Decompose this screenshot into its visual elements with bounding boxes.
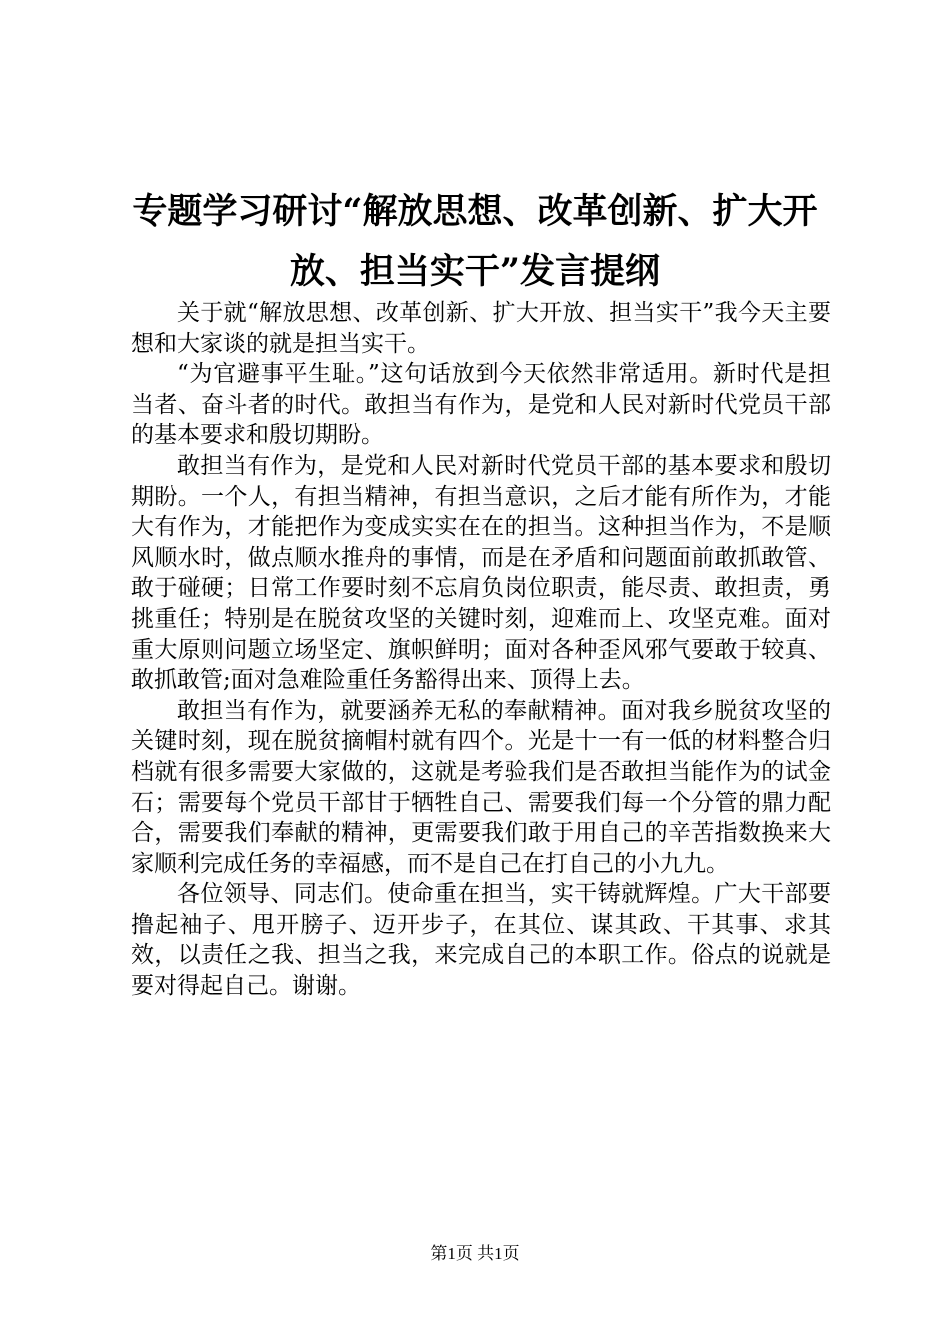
document-title xyxy=(110,182,840,302)
paragraph-dedication: 敢担当有作为，就要涵养无私的奉献精神。面对我乡脱贫攻坚的关键时刻，现在脱贫摘帽村就有四个。光是十一有一低的材料整合归档就有很多需要大家做的，这就是考验我们是否敢担当能作为的试金石；需要每个党员干部甘于牺牲自己、需要我们每一个分管的鼎力配合，需要我们奉献的精神，更需要我们敢于用自己的辛苦指数换来大家顺利完成任务的幸福感，而不是自己在打自己的小九九。 xyxy=(131,697,831,877)
paragraph-closing: 各位领导、同志们。使命重在担当，实干铸就辉煌。广大干部要撸起袖子、甩开膀子、迈开步子，在其位、谋其政、干其事、求其效，以责任之我、担当之我，来完成自己的本职工作。俗点的说就是要对得起自己。谢谢。 xyxy=(131,881,831,1000)
document-body xyxy=(131,298,831,1002)
page-number-footer: 第1页 共1页 xyxy=(430,1244,520,1263)
title-line-1: 专题学习研讨“解放思想、改革创新、扩大开 xyxy=(132,191,818,232)
paragraph-quote: “为官避事平生耻。”这句话放到今天依然非常适用。新时代是担当者、奋斗者的时代。敢担当有作为，是党和人民对新时代党员干部的基本要求和殷切期盼。 xyxy=(131,361,831,449)
paragraph-responsibility: 敢担当有作为，是党和人民对新时代党员干部的基本要求和殷切期盼。一个人，有担当精神，有担当意识，之后才能有所作为，才能大有作为，才能把作为变成实实在在的担当。这种担当作为，不是顺风顺水时，做点顺水推舟的事情，而是在矛盾和问题面前敢抓敢管、敢于碰硬；日常工作要时刻不忘肩负岗位职责，能尽责、敢担责，勇挑重任；特别是在脱贫攻坚的关键时刻，迎难而上、攻坚克难。面对重大原则问题立场坚定、旗帜鲜明；面对各种歪风邪气要敢于较真、敢抓敢管;面对急难险重任务豁得出来、顶得上去。 xyxy=(131,452,831,694)
paragraph-intro: 关于就“解放思想、改革创新、扩大开放、担当实干”我今天主要想和大家谈的就是担当实干。 xyxy=(131,300,831,357)
title-line-2: 放、担当实干”发言提纲 xyxy=(289,251,661,292)
